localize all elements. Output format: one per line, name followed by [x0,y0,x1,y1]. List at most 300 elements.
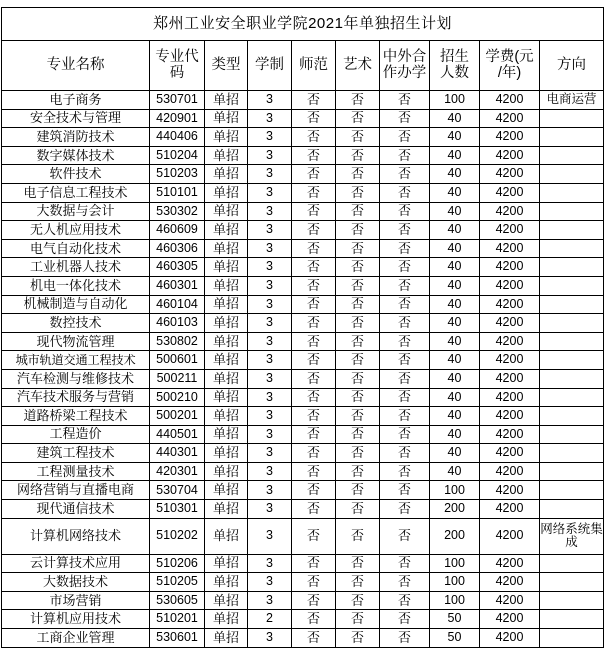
cell-admission-type: 单招 [205,276,248,295]
cell-coop-flag: 否 [380,146,430,165]
cell-study-years: 3 [248,128,292,147]
cell-major-name: 现代通信技术 [2,500,150,519]
cell-study-years: 3 [248,481,292,500]
cell-tuition-fee: 4200 [480,444,540,463]
cell-major-name: 工业机器人技术 [2,258,150,277]
cell-coop-flag: 否 [380,407,430,426]
cell-admission-type: 单招 [205,146,248,165]
table-row [2,369,604,388]
cell-art-flag: 否 [336,591,380,610]
cell-study-years: 3 [248,314,292,333]
column-header-major: 专业名称 [2,41,150,91]
cell-major-name: 无人机应用技术 [2,221,150,240]
cell-tuition-fee: 4200 [480,388,540,407]
cell-coop-flag: 否 [380,258,430,277]
cell-admission-type: 单招 [205,314,248,333]
cell-normal-flag: 否 [292,629,336,648]
enrollment-plan-table [1,7,604,648]
cell-admission-type: 单招 [205,202,248,221]
cell-study-years: 3 [248,109,292,128]
cell-direction [540,109,604,128]
cell-normal-flag: 否 [292,554,336,573]
cell-major-code: 420301 [150,462,205,481]
cell-major-code: 460306 [150,239,205,258]
table-header-row [2,41,604,91]
cell-art-flag: 否 [336,500,380,519]
cell-admission-type: 单招 [205,425,248,444]
cell-coop-flag: 否 [380,554,430,573]
cell-admission-type: 单招 [205,221,248,240]
table-row [2,425,604,444]
cell-direction [540,388,604,407]
cell-major-name: 电子信息工程技术 [2,183,150,202]
table-row [2,109,604,128]
cell-enrollment-count: 40 [430,258,480,277]
cell-art-flag: 否 [336,481,380,500]
cell-admission-type: 单招 [205,351,248,370]
cell-direction [540,500,604,519]
column-header-num [430,41,480,91]
cell-art-flag: 否 [336,146,380,165]
cell-art-flag: 否 [336,183,380,202]
cell-coop-flag: 否 [380,314,430,333]
table-row [2,500,604,519]
cell-enrollment-count: 40 [430,276,480,295]
cell-coop-flag: 否 [380,128,430,147]
cell-enrollment-count: 40 [430,146,480,165]
cell-art-flag: 否 [336,202,380,221]
cell-direction [540,239,604,258]
cell-enrollment-count: 40 [430,444,480,463]
cell-coop-flag: 否 [380,591,430,610]
table-row [2,407,604,426]
cell-major-name: 汽车检测与维修技术 [2,369,150,388]
cell-enrollment-count: 50 [430,610,480,629]
cell-admission-type: 单招 [205,369,248,388]
cell-normal-flag: 否 [292,591,336,610]
cell-study-years: 3 [248,295,292,314]
cell-major-name: 工商企业管理 [2,629,150,648]
cell-study-years: 3 [248,369,292,388]
cell-major-name: 工程测量技术 [2,462,150,481]
cell-tuition-fee: 4200 [480,518,540,554]
cell-coop-flag: 否 [380,610,430,629]
cell-admission-type: 单招 [205,629,248,648]
cell-coop-flag: 否 [380,573,430,592]
cell-enrollment-count: 40 [430,165,480,184]
cell-major-name: 电子商务 [2,91,150,110]
cell-direction [540,146,604,165]
cell-direction [540,295,604,314]
cell-study-years: 3 [248,388,292,407]
cell-direction [540,314,604,333]
cell-art-flag: 否 [336,221,380,240]
cell-tuition-fee: 4200 [480,591,540,610]
cell-coop-flag: 否 [380,369,430,388]
cell-admission-type: 单招 [205,444,248,463]
table-row [2,332,604,351]
cell-direction [540,407,604,426]
cell-admission-type: 单招 [205,239,248,258]
cell-art-flag: 否 [336,314,380,333]
cell-admission-type: 单招 [205,407,248,426]
cell-tuition-fee: 4200 [480,462,540,481]
cell-major-code: 440301 [150,444,205,463]
cell-major-name: 大数据与会计 [2,202,150,221]
cell-direction [540,610,604,629]
cell-enrollment-count: 100 [430,91,480,110]
cell-study-years: 3 [248,444,292,463]
cell-direction [540,128,604,147]
cell-major-name: 现代物流管理 [2,332,150,351]
cell-admission-type: 单招 [205,258,248,277]
cell-major-code: 530704 [150,481,205,500]
column-header-art: 艺术 [336,41,380,91]
cell-normal-flag: 否 [292,202,336,221]
cell-tuition-fee: 4200 [480,295,540,314]
table-row [2,183,604,202]
cell-major-code: 510204 [150,146,205,165]
table-row [2,481,604,500]
cell-admission-type: 单招 [205,388,248,407]
cell-art-flag: 否 [336,444,380,463]
cell-admission-type: 单招 [205,295,248,314]
cell-tuition-fee: 4200 [480,500,540,519]
cell-study-years: 3 [248,183,292,202]
cell-art-flag: 否 [336,610,380,629]
cell-study-years: 3 [248,276,292,295]
cell-study-years: 3 [248,573,292,592]
cell-major-name: 安全技术与管理 [2,109,150,128]
cell-art-flag: 否 [336,276,380,295]
column-header-fee-line2: /年) [497,64,522,81]
cell-direction: 电商运营 [540,91,604,110]
cell-major-name: 数控技术 [2,314,150,333]
cell-coop-flag: 否 [380,202,430,221]
cell-coop-flag: 否 [380,221,430,240]
cell-major-code: 460103 [150,314,205,333]
column-header-coop [380,41,430,91]
cell-tuition-fee: 4200 [480,610,540,629]
cell-coop-flag: 否 [380,481,430,500]
cell-tuition-fee: 4200 [480,202,540,221]
cell-normal-flag: 否 [292,388,336,407]
cell-tuition-fee: 4200 [480,221,540,240]
column-header-normal: 师范 [292,41,336,91]
table-row [2,165,604,184]
cell-major-code: 530605 [150,591,205,610]
cell-admission-type: 单招 [205,481,248,500]
cell-enrollment-count: 40 [430,109,480,128]
table-row [2,518,604,554]
cell-study-years: 2 [248,610,292,629]
cell-admission-type: 单招 [205,91,248,110]
cell-admission-type: 单招 [205,591,248,610]
table-row [2,554,604,573]
cell-coop-flag: 否 [380,425,430,444]
cell-major-name: 软件技术 [2,165,150,184]
table-row [2,591,604,610]
cell-major-name: 数字媒体技术 [2,146,150,165]
cell-major-code: 460301 [150,276,205,295]
cell-normal-flag: 否 [292,518,336,554]
cell-art-flag: 否 [336,239,380,258]
cell-enrollment-count: 40 [430,221,480,240]
cell-art-flag: 否 [336,554,380,573]
cell-art-flag: 否 [336,332,380,351]
column-header-fee [480,41,540,91]
cell-art-flag: 否 [336,109,380,128]
cell-art-flag: 否 [336,351,380,370]
table-row [2,629,604,648]
enrollment-plan-sheet [0,7,604,647]
cell-enrollment-count: 200 [430,500,480,519]
cell-normal-flag: 否 [292,610,336,629]
cell-major-name: 汽车技术服务与营销 [2,388,150,407]
cell-art-flag: 否 [336,462,380,481]
cell-study-years: 3 [248,462,292,481]
cell-major-code: 530802 [150,332,205,351]
cell-study-years: 3 [248,91,292,110]
column-header-direction: 方向 [540,41,604,91]
cell-admission-type: 单招 [205,554,248,573]
cell-tuition-fee: 4200 [480,573,540,592]
cell-study-years: 3 [248,554,292,573]
cell-normal-flag: 否 [292,221,336,240]
table-row [2,202,604,221]
cell-major-code: 440406 [150,128,205,147]
cell-major-name: 城市轨道交通工程技术 [2,351,150,370]
cell-study-years: 3 [248,258,292,277]
cell-study-years: 3 [248,351,292,370]
cell-normal-flag: 否 [292,351,336,370]
cell-enrollment-count: 40 [430,239,480,258]
cell-normal-flag: 否 [292,407,336,426]
cell-enrollment-count: 40 [430,351,480,370]
cell-major-name: 电气自动化技术 [2,239,150,258]
cell-major-name: 道路桥梁工程技术 [2,407,150,426]
cell-art-flag: 否 [336,91,380,110]
cell-coop-flag: 否 [380,109,430,128]
cell-admission-type: 单招 [205,573,248,592]
cell-art-flag: 否 [336,573,380,592]
cell-major-name: 计算机网络技术 [2,518,150,554]
cell-direction [540,183,604,202]
cell-art-flag: 否 [336,295,380,314]
cell-major-code: 510205 [150,573,205,592]
table-row [2,146,604,165]
table-row [2,573,604,592]
table-row [2,128,604,147]
column-header-coop-line1: 中外合 [382,48,427,65]
cell-direction [540,258,604,277]
cell-coop-flag: 否 [380,518,430,554]
page-title: 郑州工业安全职业学院2021年单独招生计划 [2,8,604,41]
table-row [2,462,604,481]
table-row [2,258,604,277]
cell-study-years: 3 [248,165,292,184]
cell-admission-type: 单招 [205,500,248,519]
cell-tuition-fee: 4200 [480,258,540,277]
cell-admission-type: 单招 [205,332,248,351]
cell-direction [540,481,604,500]
cell-major-name: 机械制造与自动化 [2,295,150,314]
cell-tuition-fee: 4200 [480,109,540,128]
cell-direction [540,591,604,610]
cell-normal-flag: 否 [292,369,336,388]
cell-normal-flag: 否 [292,165,336,184]
cell-enrollment-count: 40 [430,183,480,202]
cell-tuition-fee: 4200 [480,314,540,333]
table-row [2,295,604,314]
cell-art-flag: 否 [336,258,380,277]
cell-coop-flag: 否 [380,91,430,110]
cell-coop-flag: 否 [380,295,430,314]
column-header-coop-line2: 作办学 [382,64,427,81]
cell-direction [540,629,604,648]
cell-enrollment-count: 40 [430,295,480,314]
cell-enrollment-count: 40 [430,369,480,388]
cell-tuition-fee: 4200 [480,239,540,258]
cell-major-code: 500210 [150,388,205,407]
cell-major-code: 500601 [150,351,205,370]
cell-normal-flag: 否 [292,128,336,147]
cell-major-code: 510301 [150,500,205,519]
cell-art-flag: 否 [336,369,380,388]
cell-art-flag: 否 [336,388,380,407]
cell-normal-flag: 否 [292,332,336,351]
cell-tuition-fee: 4200 [480,425,540,444]
cell-study-years: 3 [248,332,292,351]
cell-normal-flag: 否 [292,109,336,128]
cell-enrollment-count: 50 [430,629,480,648]
cell-art-flag: 否 [336,518,380,554]
table-row [2,314,604,333]
cell-coop-flag: 否 [380,388,430,407]
column-header-num-line1: 招生 [440,48,469,65]
cell-major-code: 500211 [150,369,205,388]
cell-major-code: 500201 [150,407,205,426]
cell-major-code: 510201 [150,610,205,629]
cell-tuition-fee: 4200 [480,629,540,648]
cell-coop-flag: 否 [380,165,430,184]
cell-major-code: 460305 [150,258,205,277]
cell-coop-flag: 否 [380,444,430,463]
cell-tuition-fee: 4200 [480,128,540,147]
cell-enrollment-count: 40 [430,407,480,426]
column-header-code [150,41,205,91]
title-row [2,8,604,41]
cell-major-code: 510202 [150,518,205,554]
cell-major-name: 工程造价 [2,425,150,444]
cell-tuition-fee: 4200 [480,146,540,165]
cell-enrollment-count: 100 [430,573,480,592]
cell-admission-type: 单招 [205,165,248,184]
cell-tuition-fee: 4200 [480,407,540,426]
table-row [2,91,604,110]
cell-tuition-fee: 4200 [480,332,540,351]
cell-tuition-fee: 4200 [480,351,540,370]
cell-enrollment-count: 100 [430,554,480,573]
cell-admission-type: 单招 [205,462,248,481]
cell-direction [540,554,604,573]
cell-enrollment-count: 200 [430,518,480,554]
cell-admission-type: 单招 [205,183,248,202]
cell-coop-flag: 否 [380,462,430,481]
cell-tuition-fee: 4200 [480,554,540,573]
cell-direction [540,165,604,184]
cell-coop-flag: 否 [380,183,430,202]
cell-study-years: 3 [248,629,292,648]
cell-art-flag: 否 [336,629,380,648]
cell-admission-type: 单招 [205,109,248,128]
cell-direction [540,332,604,351]
cell-enrollment-count: 40 [430,462,480,481]
table-row [2,444,604,463]
cell-normal-flag: 否 [292,146,336,165]
cell-study-years: 3 [248,518,292,554]
cell-major-code: 420901 [150,109,205,128]
cell-normal-flag: 否 [292,425,336,444]
cell-major-code: 530302 [150,202,205,221]
cell-major-name: 机电一体化技术 [2,276,150,295]
cell-direction: 网络系统集成 [540,518,604,554]
cell-study-years: 3 [248,591,292,610]
cell-major-code: 440501 [150,425,205,444]
column-header-fee-line1: 学费(元 [485,48,534,65]
cell-study-years: 3 [248,202,292,221]
cell-enrollment-count: 40 [430,425,480,444]
cell-enrollment-count: 40 [430,314,480,333]
cell-art-flag: 否 [336,407,380,426]
table-row [2,351,604,370]
cell-major-name: 网络营销与直播电商 [2,481,150,500]
cell-art-flag: 否 [336,165,380,184]
cell-major-code: 510203 [150,165,205,184]
cell-major-code: 460104 [150,295,205,314]
cell-major-name: 计算机应用技术 [2,610,150,629]
cell-study-years: 3 [248,407,292,426]
column-header-code-line1: 专业代 [155,48,199,65]
cell-tuition-fee: 4200 [480,481,540,500]
cell-direction [540,276,604,295]
cell-major-code: 530701 [150,91,205,110]
column-header-type: 类型 [205,41,248,91]
cell-enrollment-count: 100 [430,481,480,500]
cell-major-code: 460609 [150,221,205,240]
cell-tuition-fee: 4200 [480,183,540,202]
cell-admission-type: 单招 [205,518,248,554]
cell-normal-flag: 否 [292,481,336,500]
cell-direction [540,444,604,463]
cell-major-name: 云计算技术应用 [2,554,150,573]
cell-direction [540,351,604,370]
cell-normal-flag: 否 [292,500,336,519]
cell-major-name: 建筑消防技术 [2,128,150,147]
cell-tuition-fee: 4200 [480,91,540,110]
cell-normal-flag: 否 [292,444,336,463]
table-row [2,276,604,295]
table-row [2,221,604,240]
cell-normal-flag: 否 [292,314,336,333]
cell-direction [540,573,604,592]
cell-major-name: 大数据技术 [2,573,150,592]
cell-major-code: 530601 [150,629,205,648]
cell-admission-type: 单招 [205,610,248,629]
cell-art-flag: 否 [336,425,380,444]
column-header-code-line2: 码 [169,64,185,81]
cell-enrollment-count: 40 [430,128,480,147]
